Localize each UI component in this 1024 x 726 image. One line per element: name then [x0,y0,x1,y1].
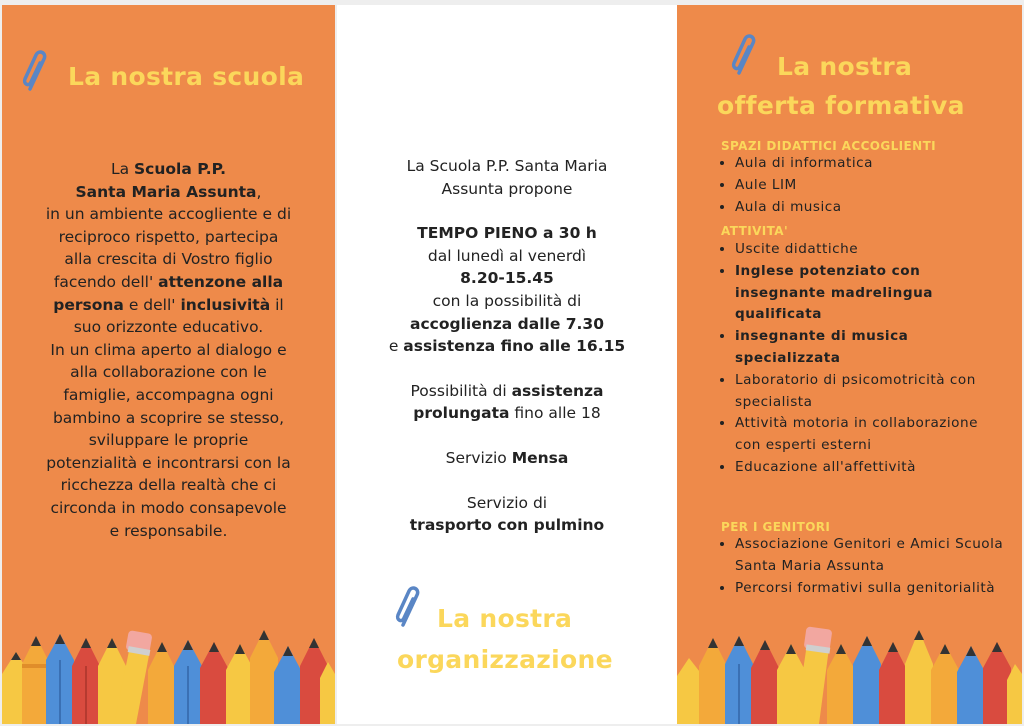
list-item: • Aule LIM [735,175,1005,197]
section-heading-spazi: SPAZI DIDATTICI ACCOGLIENTI [721,139,937,153]
text: La [110,160,135,178]
pencil-icon [200,642,228,724]
text-line: La Scuola P.P. Santa Maria [406,157,608,175]
organization-description [357,155,657,559]
text-line: circonda in modo consapevole [50,498,287,517]
bold-text: prolungata [413,404,510,423]
bold-text: inclusività [180,295,271,314]
paperclip-icon [393,585,427,633]
left-panel [2,5,335,724]
pencil-icon [751,640,779,724]
text-line: Assunta propone [441,179,573,198]
transport-service: trasporto con pulmino [409,516,605,535]
paperclip-icon [729,33,763,81]
text: Possibilità di [410,381,512,400]
section-heading-genitori: PER I GENITORI [721,520,831,534]
schedule-hours: 8.20-15.45 [460,269,554,288]
bold-text: assistenza [511,381,604,400]
pencil-icon [931,644,959,724]
text-line: e responsabile. [109,521,228,540]
pencil-icon [274,646,302,724]
list-item: • Educazione all'affettività [735,457,1005,479]
bold-text: attenzone alla [158,272,284,291]
text-line: alla collaborazione con le [70,363,267,382]
list-item: • Uscite didattiche [735,239,1005,261]
school-name: Santa Maria Assunta [75,182,257,201]
list-item: • Associazione Genitori e Amici Scuola Santa Maria Assunta [735,534,1005,578]
text-line: dal lunedì al venerdì [427,246,587,265]
text-line: ricchezza della realtà che ci [60,476,277,495]
pencils-illustration [677,614,1022,724]
text: fino alle 18 [509,404,601,423]
text-line: famiglie, accompagna ogni [63,385,274,404]
middle-panel [337,5,677,724]
text: il [270,295,284,314]
pencil-icon [983,642,1011,724]
pencil-icon [174,640,202,724]
right-panel [677,5,1022,724]
early-care-hours: accoglienza dalle 7.30 [410,314,604,333]
school-name: Scuola P.P. [134,160,227,178]
section-title-la-nostra: La nostra [777,52,913,81]
pencil-icon [853,636,881,724]
paperclip-icon [20,49,54,97]
text: facendo dell' [53,272,159,291]
text-line: in un ambiente accogliente e di [45,205,292,224]
text: e [388,337,404,356]
canteen-service: Mensa [511,448,569,467]
pencil-icon [725,636,753,724]
section-title-offerta-formativa: offerta formativa [717,91,965,120]
text-line: sviluppare le proprie [88,431,249,450]
text-line: potenzialità e incontrarsi con la [46,453,291,472]
text-line: reciproco rispetto, partecipa [58,227,279,246]
text-line: alla crescita di Vostro figlio [64,250,273,269]
text: Servizio [445,448,512,467]
text-line: Servizio di [466,493,548,512]
pencil-icon [148,642,176,724]
text: e dell' [123,295,181,314]
assistance-hours: assistenza fino alle 16.15 [403,337,626,356]
section-heading-attivita: ATTIVITA' [721,224,789,238]
pencil-icon [250,630,278,724]
school-description [22,158,315,542]
list-item: • Aula di informatica [735,153,1005,175]
text-line: bambino a scoprire se stesso, [52,408,285,427]
text-line: In un clima aperto al dialogo e [50,340,287,359]
list-item: • Attività motoria in collaborazione con esperti esterni [735,413,1005,457]
pencil-icon [46,634,74,724]
text-line: con la possibilità di [432,291,582,310]
pencil-icon [957,646,985,724]
full-time-label: TEMPO PIENO a 30 h [417,224,597,243]
pencil-icon [827,644,855,724]
list-item: • Laboratorio di psicomotricità con specialista [735,370,1005,414]
section-title-la-nostra: La nostra [437,604,573,633]
list-item: • Inglese potenziato con insegnante madrelingua qualificata [735,261,1005,326]
pencil-icon [72,638,100,724]
list-item: • Aula di musica [735,197,1005,219]
pencils-illustration [2,614,335,724]
pencil-icon [699,638,727,724]
section-title-organizzazione: organizzazione [397,645,613,674]
pencil-icon [879,642,907,724]
pencil-icon [905,630,933,724]
parents-list [721,534,1005,599]
pencil-icon [226,644,254,724]
text: , [256,182,262,201]
list-item: • Percorsi formativi sulla genitorialità [735,578,1005,600]
spaces-list [721,153,1005,218]
activities-list [721,239,1005,479]
section-title-la-nostra-scuola: La nostra scuola [68,62,305,91]
pencil-icon [22,636,50,724]
text-line: suo orizzonte educativo. [73,318,264,337]
list-item: • insegnante di musica specializzata [735,326,1005,370]
bold-text: persona [53,295,124,314]
